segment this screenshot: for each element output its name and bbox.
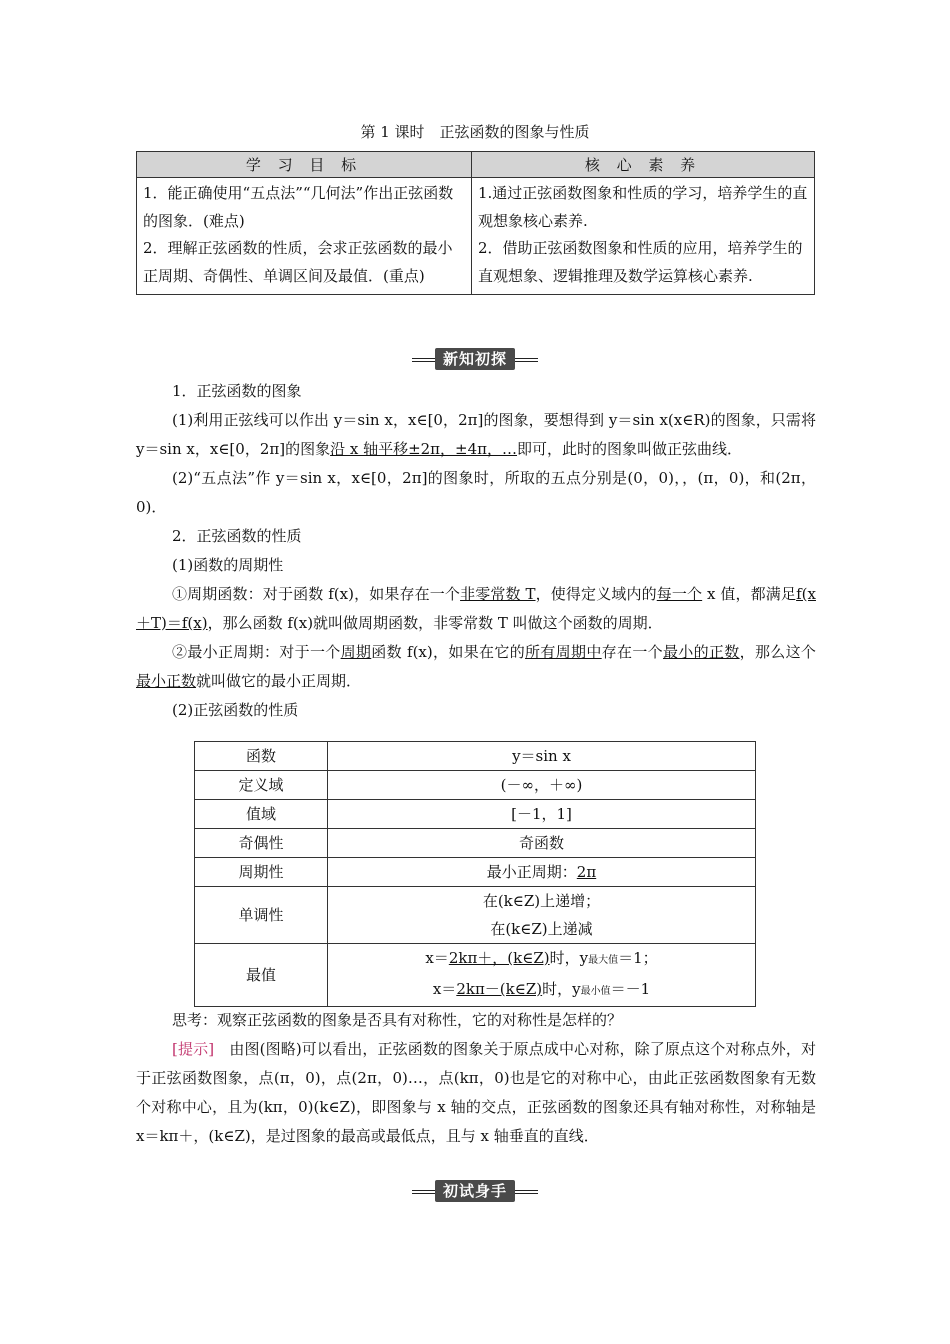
page-title: 第 1 课时 正弦函数的图象与性质 <box>360 123 590 141</box>
think-section <box>136 1006 816 1151</box>
goal-item: 2．理解正弦函数的性质，会求正弦函数的最小正周期、奇偶性、单调区间及最值．(重点) <box>143 239 453 285</box>
properties-table <box>194 741 756 1007</box>
table-row: 周期性 最小正周期：2π <box>195 858 756 887</box>
table-row: 函数 y＝sin x <box>195 742 756 771</box>
table-row: 最值 x＝2kπ＋，(k∈Z)时，y最大值＝1； x＝2kπ－(k∈Z)时，y最小值＝－1 <box>195 944 756 1007</box>
table-row: 定义域 (－∞，＋∞) <box>195 771 756 800</box>
sub-heading: (2)正弦函数的性质 <box>172 701 299 719</box>
table-row: 值域 [－1，1] <box>195 800 756 829</box>
heading-graph: 1．正弦函数的图象 <box>172 382 302 400</box>
knowledge-body <box>136 377 816 725</box>
section-banner-new-knowledge <box>412 348 538 370</box>
paragraph: ①周期函数：对于函数 f(x)，如果存在一个非零常数 T，使得定义域内的每一个 x 值，都满足f(x＋T)＝f(x)，那么函数 f(x)就叫做周期函数，非零常数 T 叫做这个函数的周期． <box>136 585 816 632</box>
goals-table <box>136 151 815 295</box>
heading-properties: 2．正弦函数的性质 <box>172 527 302 545</box>
goals-header-right: 核 心 素 养 <box>472 152 815 178</box>
hint-paragraph: [提示] 由图(图略)可以看出，正弦函数的图象关于原点成中心对称，除了原点这个对称点外，对于正弦函数图象，点(π，0)，点(2π，0)…，点(kπ，0)也是它的对称中心，由此正弦函数图象有无数个对称中心，且为(kπ，0)(k∈Z)，即图象与 x 轴的交点，正弦函数的图象还具有轴对称性，对称轴是 x＝kπ＋，(k∈Z)，是过图象的最高或最低点，且与 x 轴垂直的直线． <box>136 1040 816 1145</box>
paragraph: ②最小正周期：对于一个周期函数 f(x)，如果在它的所有周期中存在一个最小的正数，那么这个最小正数就叫做它的最小正周期． <box>136 643 816 690</box>
paragraph: (2)“五点法”作 y＝sin x，x∈[0，2π]的图象时，所取的五点分别是(0，0)，，(π，0)，和(2π，0)． <box>136 469 816 516</box>
literacy-item: 1.通过正弦函数图象和性质的学习，培养学生的直观想象核心素养. <box>478 184 808 230</box>
banner-label: 新知初探 <box>435 348 515 370</box>
goals-left-cell <box>137 178 472 295</box>
think-question: 思考：观察正弦函数的图象是否具有对称性，它的对称性是怎样的？ <box>172 1011 623 1029</box>
sub-heading: (1)函数的周期性 <box>172 556 284 574</box>
table-row: 单调性 在(k∈Z)上递增； 在(k∈Z)上递减 <box>195 887 756 944</box>
section-banner-try <box>412 1180 538 1202</box>
paragraph: (1)利用正弦线可以作出 y＝sin x，x∈[0，2π]的图象，要想得到 y＝sin x(x∈R)的图象，只需将 y＝sin x，x∈[0，2π]的图象沿 x 轴平移±2π，±4π，…即可，此时的图象叫做正弦曲线． <box>136 411 816 458</box>
goals-right-cell <box>472 178 815 295</box>
hint-label: [提示] <box>172 1040 215 1058</box>
goal-item: 1．能正确使用“五点法”“几何法”作出正弦函数的图象．(难点) <box>143 184 454 230</box>
table-row: 奇偶性 奇函数 <box>195 829 756 858</box>
literacy-item: 2．借助正弦函数图象和性质的应用，培养学生的直观想象、逻辑推理及数学运算核心素养. <box>478 239 803 285</box>
banner-label: 初试身手 <box>435 1180 515 1202</box>
goals-header-left: 学 习 目 标 <box>137 152 472 178</box>
